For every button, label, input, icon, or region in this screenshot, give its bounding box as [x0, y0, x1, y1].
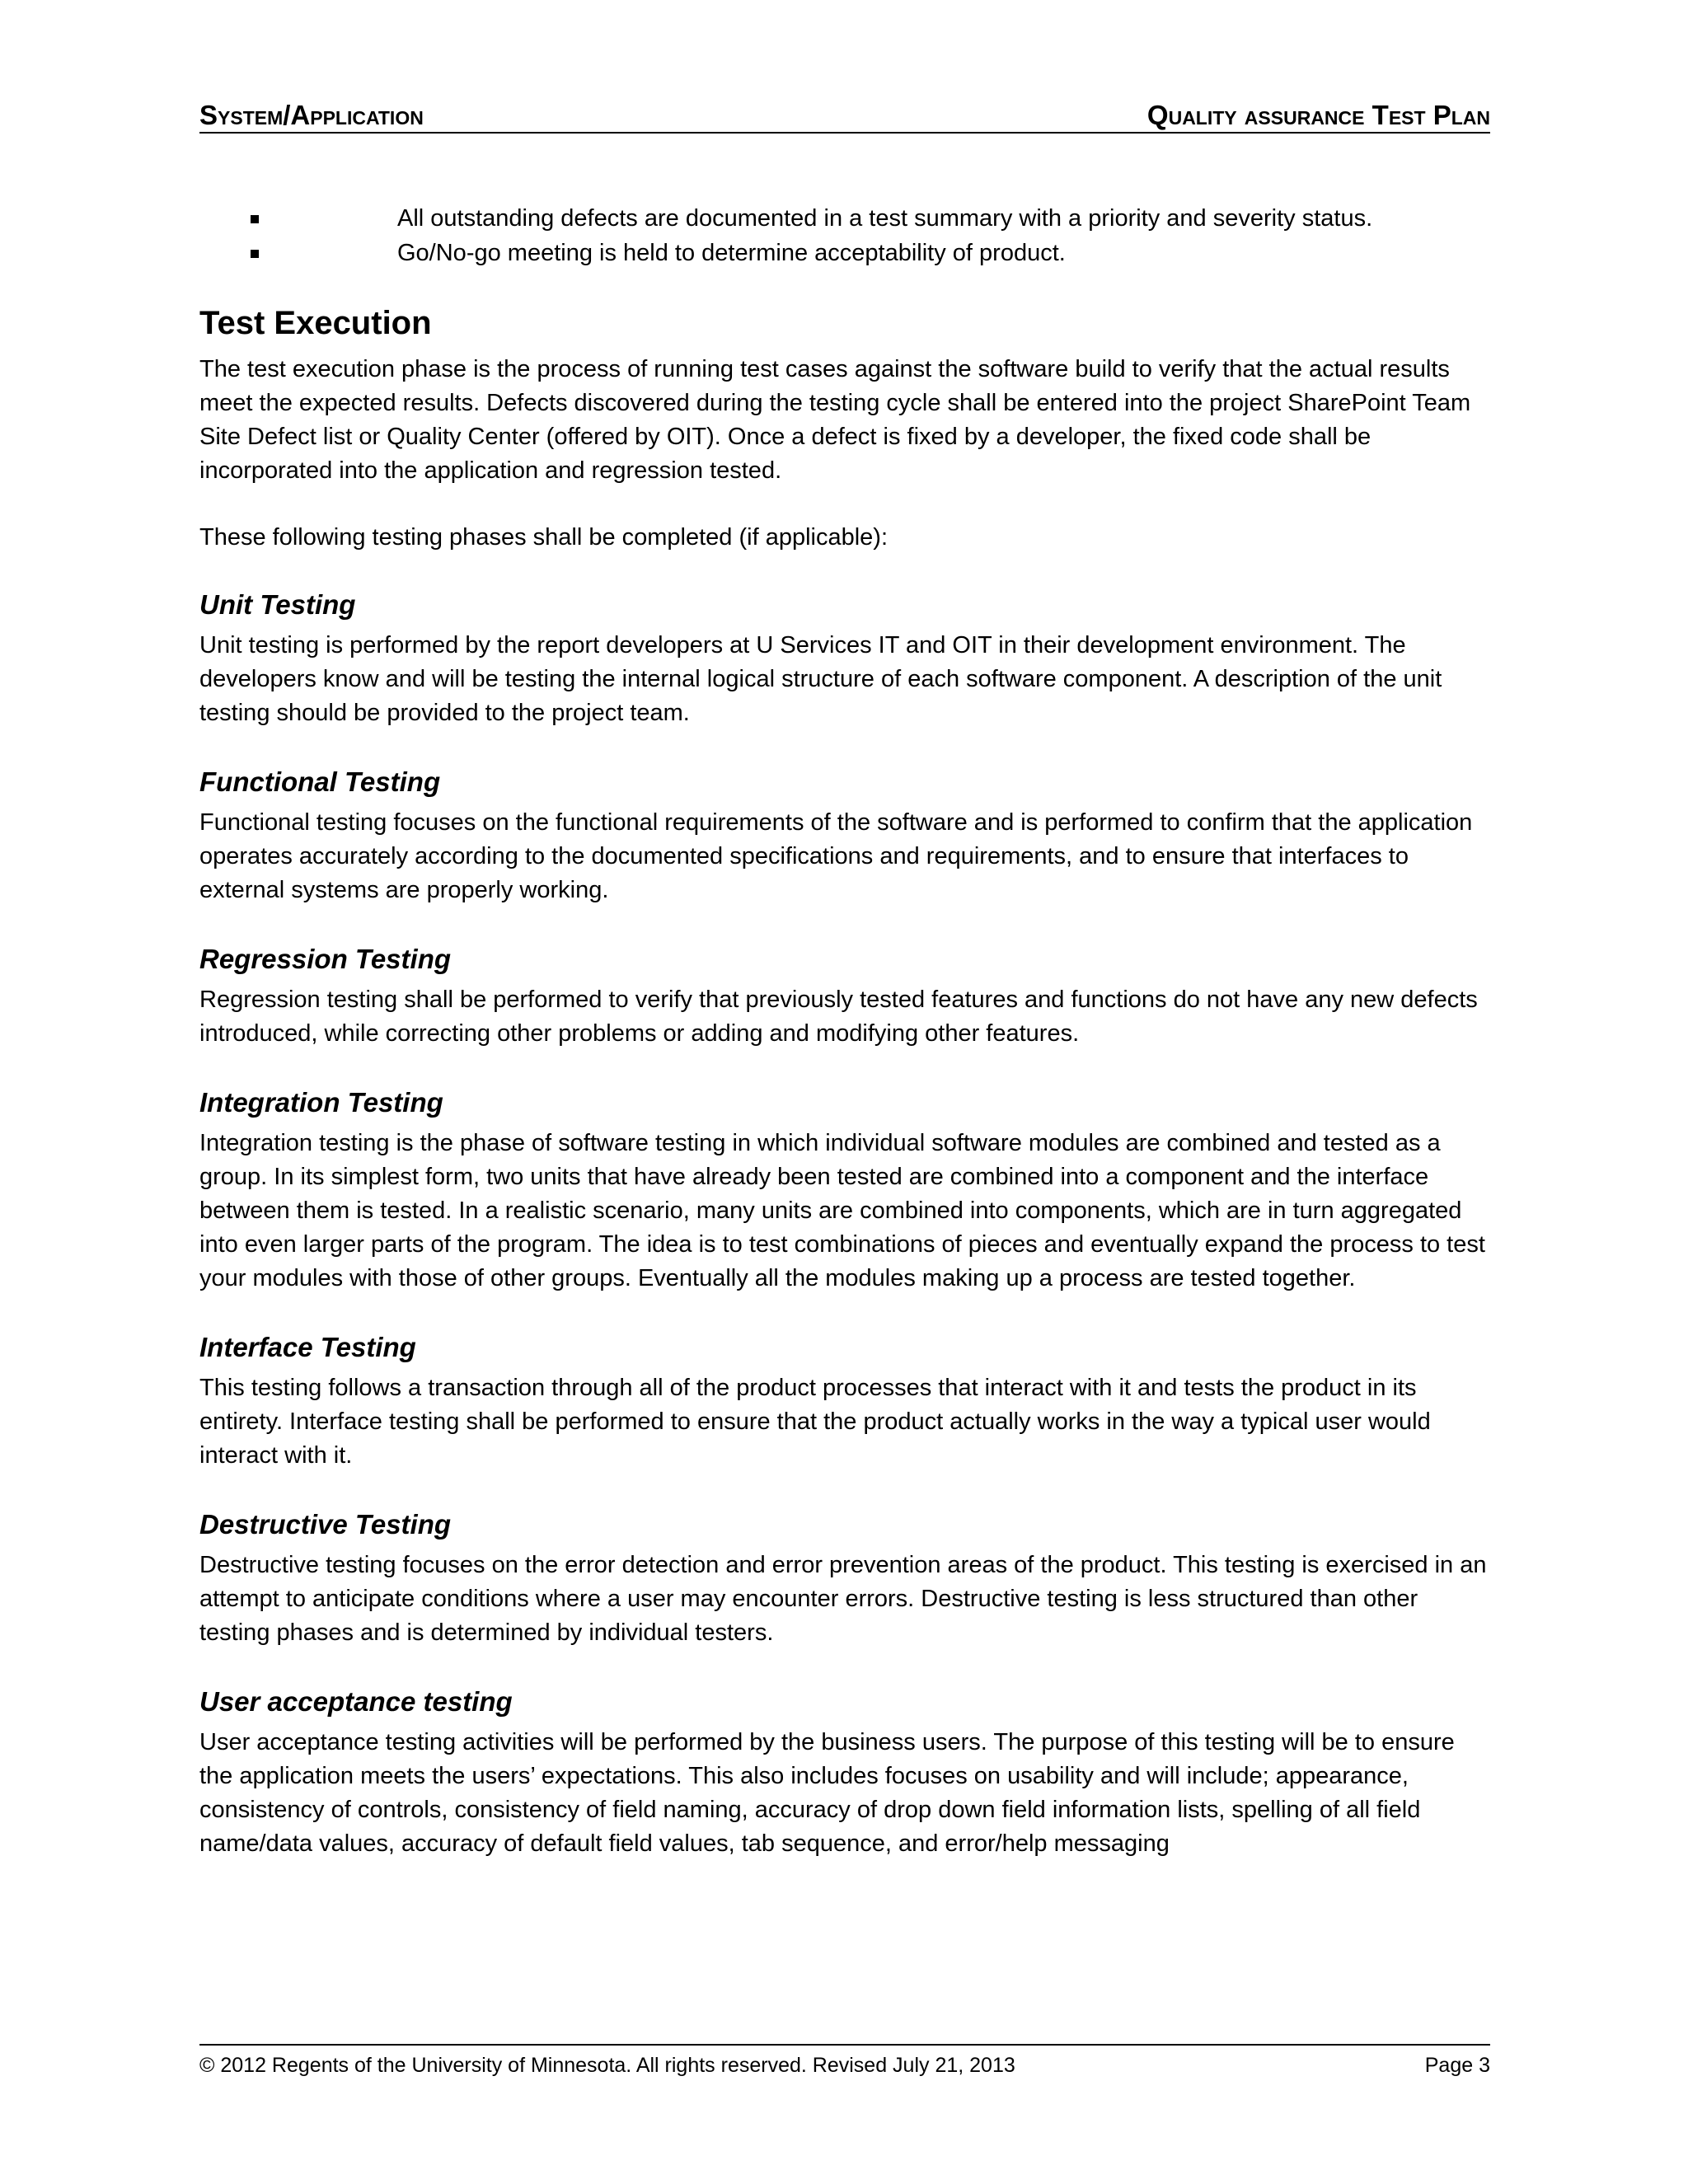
subsection-heading: Unit Testing [199, 589, 356, 620]
document-page [199, 0, 1490, 2184]
subsection-heading: User acceptance testing [199, 1686, 513, 1717]
bullet-list [199, 202, 1490, 271]
section-functional-testing [199, 763, 1490, 907]
paragraph: Destructive testing focuses on the error detection and error prevention areas of the product. This testing is exercised in an attempt to anticipate conditions where a user may encounter errors. Destructive testing is less structured than other testing phases and is determined by individual testers. [199, 1552, 1487, 1646]
paragraph: Integration testing is the phase of software testing in which individual software modules are combined and tested as a group. In its simplest form, two units that have already been tested are combined into a component and the interface between them is tested. In a realistic scenario, many units are combined into components, which are in turn aggregated into even larger parts of the program. The idea is to test combinations of pieces and eventually expand the process to test your modules with those of other groups. Eventually all the modules making up a process are tested together. [199, 1130, 1485, 1291]
subsection-heading: Regression Testing [199, 944, 452, 974]
section-user-acceptance-testing [199, 1683, 1490, 1861]
page-footer [199, 2044, 1490, 2080]
section-interface-testing [199, 1329, 1490, 1473]
subsection-heading: Integration Testing [199, 1087, 443, 1118]
header-left: System/Application [199, 100, 424, 130]
list-item [199, 237, 1490, 271]
main-content [199, 298, 1490, 1894]
subsection-heading: Destructive Testing [199, 1509, 452, 1540]
section-unit-testing [199, 586, 1490, 730]
paragraph: Unit testing is performed by the report developers at U Services IT and OIT in their development environment. The developers know and will be testing the internal logical structure of each software component. A description of the unit testing should be provided to the project team. [199, 632, 1442, 726]
paragraph: The test execution phase is the process of running test cases against the software build to verify that the actual results meet the expected results. Defects discovered during the testing cycle shall be entered into the project SharePoint Team Site Defect list or Quality Center (offered by OIT). Once a defect is fixed by a developer, the fixed code shall be incorporated into the application and regression tested. [199, 356, 1471, 484]
bullet-text: All outstanding defects are documented in a test summary with a priority and severity status. [397, 205, 1373, 232]
list-item [199, 202, 1490, 237]
paragraph: Functional testing focuses on the functional requirements of the software and is performed to confirm that the application operates accurately according to the documented specifications and requirements, and to ensure that interfaces to external systems are properly working. [199, 809, 1473, 903]
section-destructive-testing [199, 1506, 1490, 1650]
page-number: Page 3 [1424, 2054, 1490, 2077]
paragraph: This testing follows a transaction through all of the product processes that interact with it and tests the product in its entirety. Interface testing shall be performed to ensure that the product actually works in the way a typical user would interact with it. [199, 1375, 1431, 1469]
paragraph: Regression testing shall be performed to verify that previously tested features and functions do not have any new defects introduced, while correcting other problems or adding and modifying other features. [199, 987, 1478, 1047]
subsection-heading: Functional Testing [199, 766, 441, 797]
section-integration-testing [199, 1084, 1490, 1296]
section-regression-testing [199, 940, 1490, 1051]
paragraph: These following testing phases shall be completed (if applicable): [199, 524, 889, 551]
footer-copyright: © 2012 Regents of the University of Minnesota. All rights reserved. Revised July 21, 2013 [199, 2054, 1015, 2077]
square-bullet-icon [251, 215, 259, 223]
paragraph: User acceptance testing activities will be performed by the business users. The purpose of this testing will be to ensure the application meets the users’ expectations. This also includes focuses on usability and will include; appearance, consistency of controls, consistency of field naming, accuracy of drop down field information lists, spelling of all field name/data values, accuracy of default field values, tab sequence, and error/help messaging [199, 1729, 1455, 1857]
square-bullet-icon [251, 250, 259, 258]
page-header [199, 99, 1490, 134]
section-heading-test-execution: Test Execution [199, 305, 432, 341]
header-right: Quality assurance Test Plan [1146, 100, 1490, 130]
bullet-text: Go/No-go meeting is held to determine acceptability of product. [397, 240, 1066, 266]
subsection-heading: Interface Testing [199, 1332, 416, 1362]
